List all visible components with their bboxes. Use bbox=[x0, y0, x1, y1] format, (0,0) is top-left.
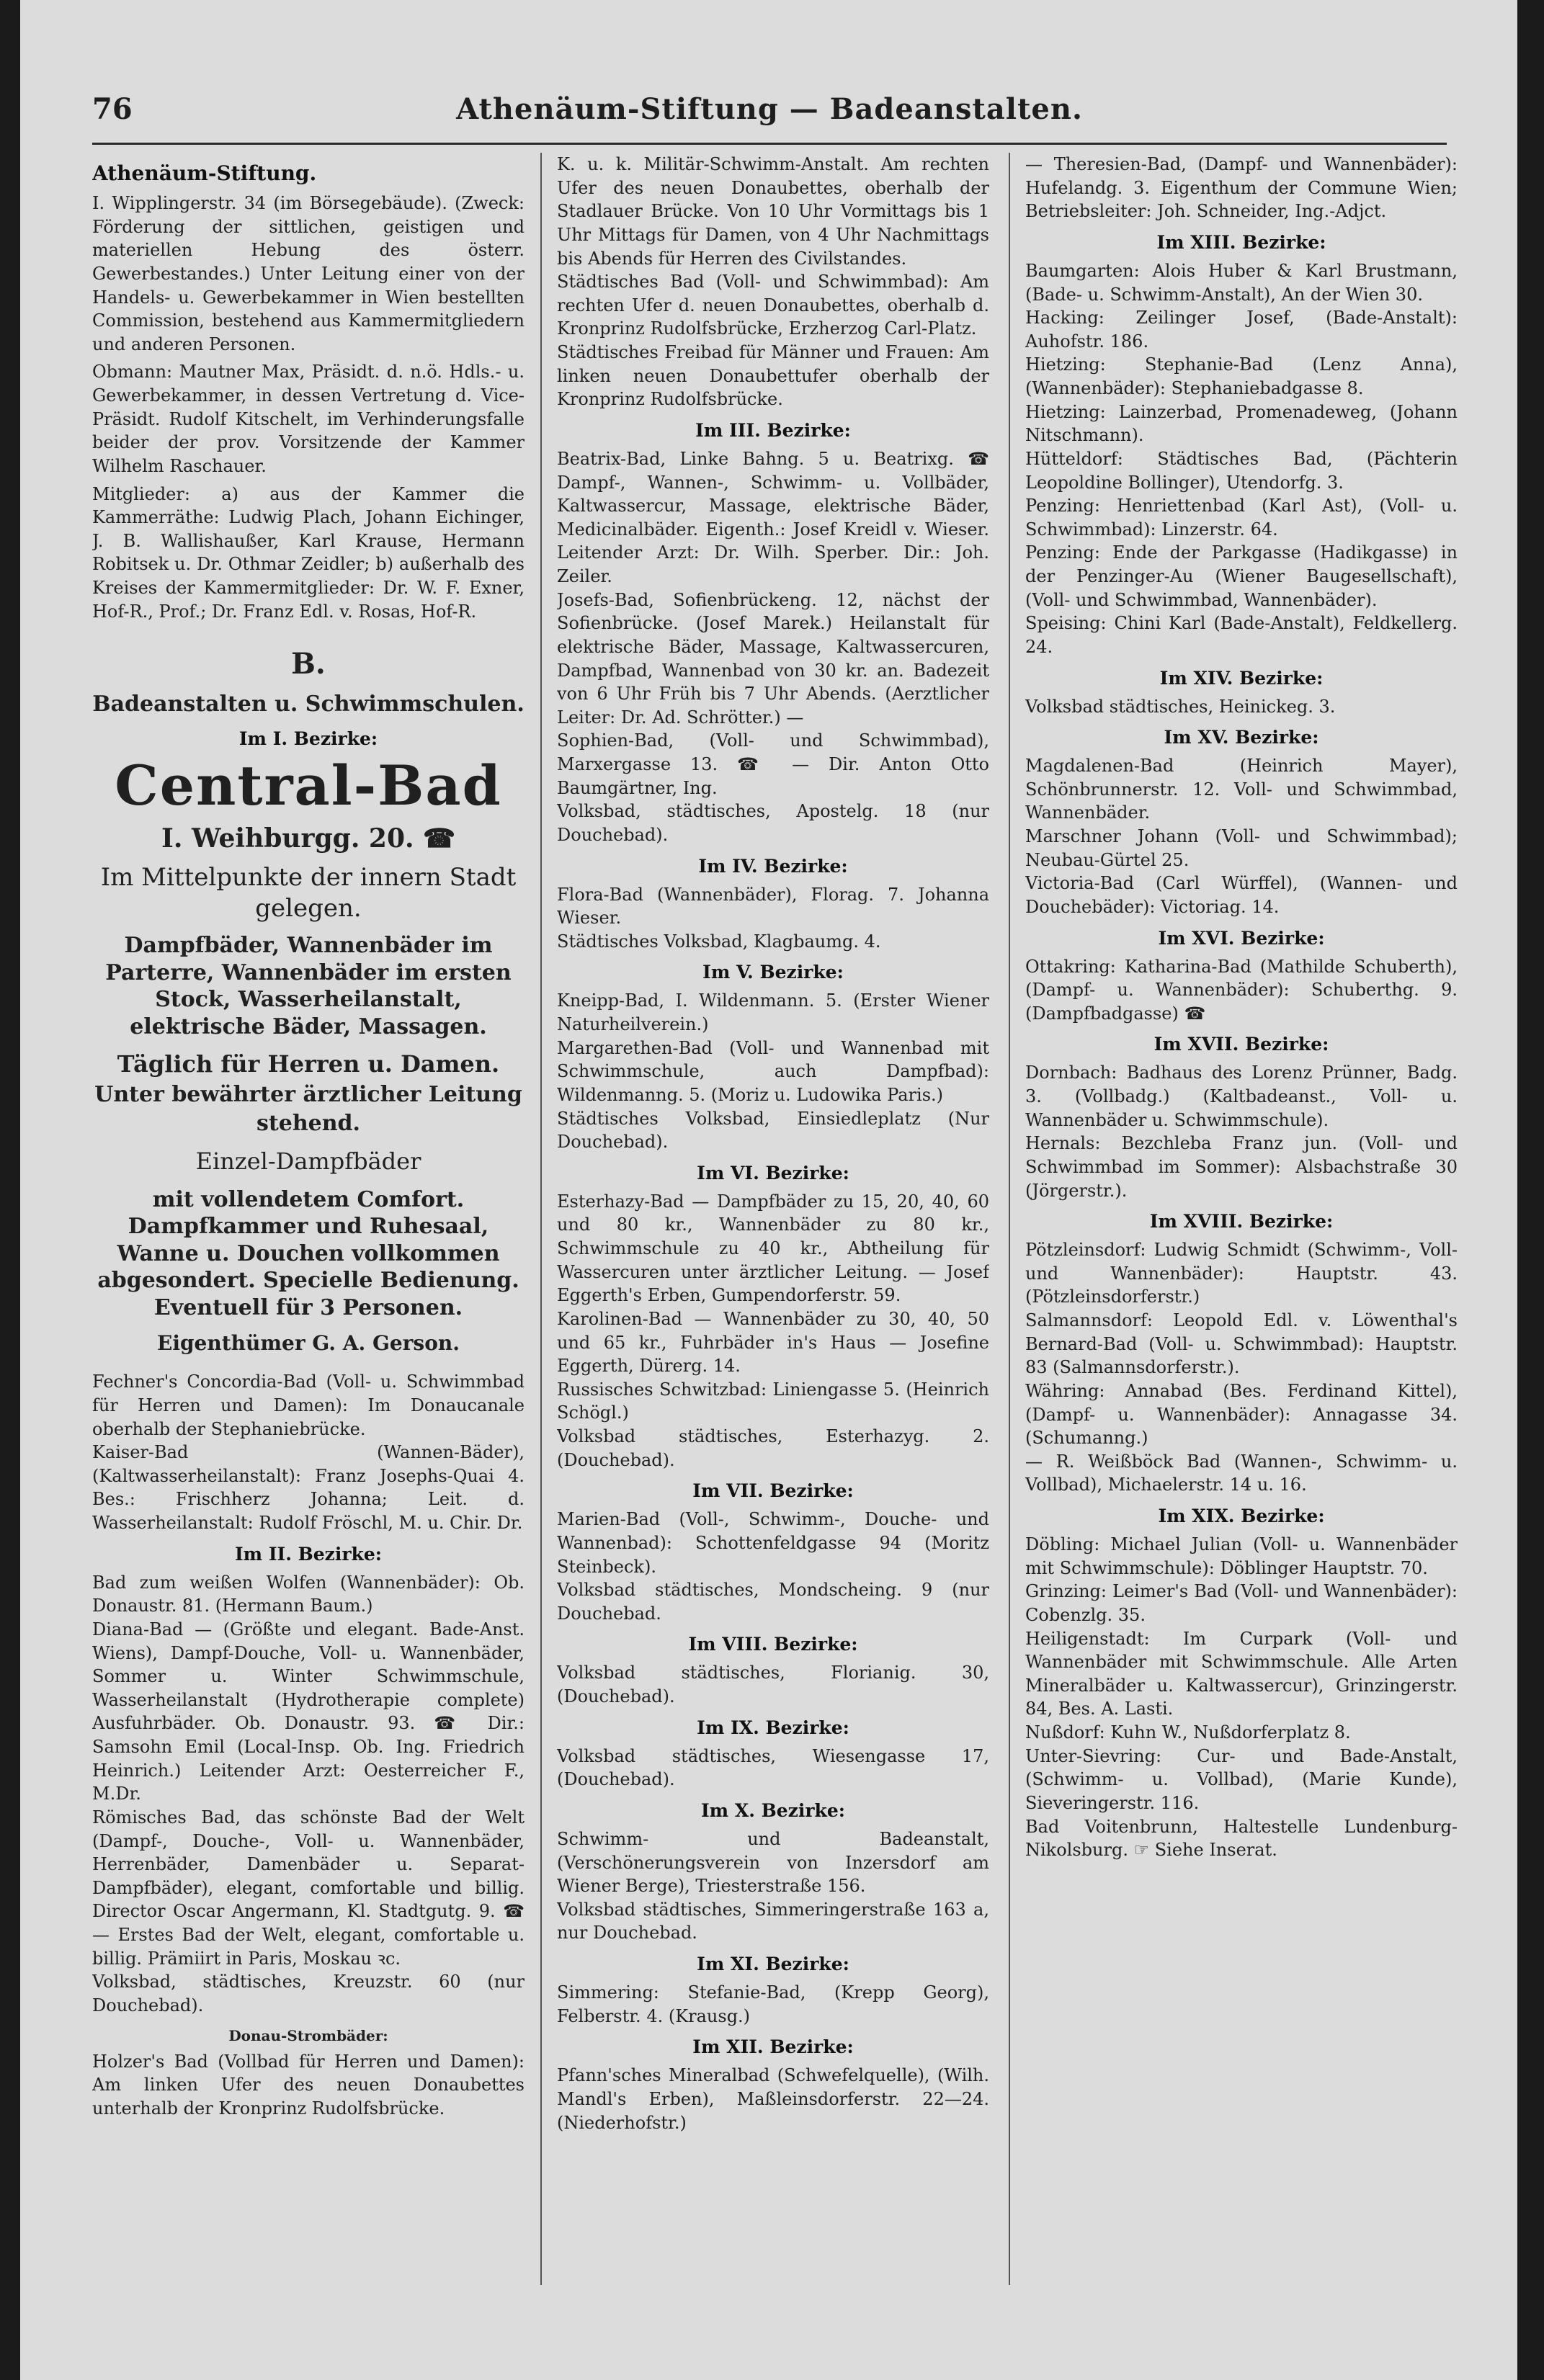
directory-entry: Fechner's Concordia-Bad (Voll- u. Schwimmbad für Herren und Damen): Im Donaucanale oberhalb der Stephaniebrücke. bbox=[92, 1372, 525, 1439]
page-number: 76 bbox=[92, 92, 133, 126]
directory-entry: Baumgarten: Alois Huber & Karl Brustmann, (Bade- u. Schwimm-Anstalt), An der Wien 30. bbox=[1025, 260, 1458, 305]
entry-list bbox=[557, 989, 989, 1153]
entry-list bbox=[557, 883, 989, 954]
entry-list bbox=[1025, 259, 1458, 659]
ad-comfort: mit vollendetem Comfort. Dampfkammer und Ruhesaal, Wanne u. Douchen vollkommen abgesondert. Specielle Bedienung. Eventuell für 3 Personen. bbox=[97, 1186, 519, 1320]
directory-entry: Währing: Annabad (Bes. Ferdinand Kittel), (Dampf- u. Wannenbäder): Annagasse 34. (Schumanng.) bbox=[1025, 1380, 1458, 1449]
column-divider bbox=[540, 153, 542, 2285]
ad-daily: Täglich für Herren u. Damen. bbox=[117, 1050, 500, 1078]
athenaeum-obmann: Obmann: Mautner Max, Präsidt. d. n.ö. Hdls.- u. Gewerbekammer, in dessen Vertretung d. Vice-Präsidt. Rudolf Kitschelt, im Verhinderungsfalle beider der prov. Vorsitzende der Kammer Wilhelm Raschauer. bbox=[92, 362, 525, 476]
entry-list bbox=[557, 1190, 989, 1472]
directory-entry: Römisches Bad, das schönste Bad der Welt (Dampf-, Douche-, Voll- u. Wannenbäder, Herrenbäder, Damenbäder u. Separat-Dampfbäder), elegant, comfortable und billig. Director Oscar Angermann, Kl. Stadtgutg. 9. ☎ — Erstes Bad der Welt, elegant, comfortable u. billig. Prämiirt in Paris, Moskau ꝛc. bbox=[92, 1807, 525, 1969]
directory-entry: Hütteldorf: Städtisches Bad, (Pächterin Leopoldine Bollinger), Utendorfg. 3. bbox=[1025, 448, 1458, 493]
directory-entry: Volksbad städtisches, Wiesengasse 17, (Douchebad). bbox=[557, 1745, 989, 1790]
directory-entry: Hietzing: Stephanie-Bad (Lenz Anna), (Wannenbäder): Stephaniebadgasse 8. bbox=[1025, 354, 1458, 398]
directory-entry: Volksbad städtisches, Florianig. 30, (Douchebad). bbox=[557, 1663, 989, 1706]
district-heading: Im X. Bezirke: bbox=[700, 1799, 845, 1821]
directory-entry: Städtisches Volksbad, Einsiedleplatz (Nur Douchebad). bbox=[557, 1108, 989, 1153]
entry-list bbox=[1025, 1533, 1458, 1862]
district-heading: Im XVII. Bezirke: bbox=[1153, 1034, 1329, 1055]
district-heading: Im XI. Bezirke: bbox=[697, 1954, 849, 1974]
directory-entry: Ottakring: Katharina-Bad (Mathilde Schuberth), (Dampf- u. Wannenbäder): Schuberthg. 9. (Dampfbadgasse) ☎ bbox=[1025, 956, 1458, 1024]
directory-entry: Diana-Bad — (Größte und elegant. Bade-Anst. Wiens), Dampf-Douche, Voll- u. Wannenbäder, Sommer u. Winter Schwimmschule, Wasserheilanstalt (Hydrotherapie complete) Ausfuhrbäder. Ob. Donaustr. 93. ☎ Dir.: Samsohn Emil (Local-Insp. Ob. Ing. Friedrich Heinrich.) Leitender Arzt: Oesterreicher F., M.Dr. bbox=[92, 1619, 525, 1804]
directory-entry: Marien-Bad (Voll-, Schwimm-, Douche- und Wannenbad): Schottenfeldgasse 94 (Moritz Steinbeck). bbox=[557, 1509, 989, 1577]
entry-list bbox=[557, 1661, 989, 1708]
entry-list bbox=[1025, 1238, 1458, 1497]
district-heading: Im XIX. Bezirke: bbox=[1158, 1506, 1325, 1526]
directory-entry: Heiligenstadt: Im Curpark (Voll- und Wannenbäder mit Schwimmschule. Alle Arten Mineralbäder u. Kaltwassercur), Grinzingerstr. 84, Bes. A. Lasti. bbox=[1025, 1628, 1458, 1719]
district-heading: Im XV. Bezirke: bbox=[1164, 727, 1319, 748]
entry-list bbox=[557, 447, 989, 847]
district-heading: Im VII. Bezirke: bbox=[692, 1480, 854, 1502]
directory-entry: Grinzing: Leimer's Bad (Voll- und Wannenbäder): Cobenzlg. 35. bbox=[1025, 1581, 1458, 1625]
ad-services: Dampfbäder, Wannenbäder im Parterre, Wannenbäder im ersten Stock, Wasserheilanstalt, elektrische Bäder, Massagen. bbox=[105, 933, 512, 1039]
directory-entry: Städtisches Freibad für Männer und Frauen: Am linken neuen Donaubettufer oberhalb der Kronprinz Rudolfsbrücke. bbox=[557, 342, 989, 410]
section-letter: B. bbox=[291, 647, 326, 681]
directory-entry: Döbling: Michael Julian (Voll- u. Wannenbäder mit Schwimmschule): Döblinger Hauptstr. 70. bbox=[1025, 1534, 1458, 1578]
athenaeum-text: I. Wipplingerstr. 34 (im Börsegebäude). (Zweck: Förderung der sittlichen, geistigen und materiellen Hebung des österr. Gewerbestandes.) Unter Leitung einer von der Handels- u. Gewerbekammer in Wien bestellten Commission, bestehend aus Kammermitgliedern und anderen Personen. bbox=[92, 193, 525, 354]
ad-single-steam: Einzel-Dampfbäder bbox=[195, 1148, 421, 1176]
directory-entry: Beatrix-Bad, Linke Bahng. 5 u. Beatrixg. ☎ Dampf-, Wannen-, Schwimm- u. Vollbäder, Kaltwassercur, Massage, elektrische Bäder, Medicinalbäder. Eigenth.: Josef Kreidl v. Wieser. Leitender Arzt: Dr. Wilh. Sperber. Dir.: Joh. Zeiler. bbox=[557, 448, 989, 586]
district-heading: Im XII. Bezirke: bbox=[692, 2036, 854, 2058]
district-heading: Im VIII. Bezirke: bbox=[688, 1634, 858, 1655]
entry-list bbox=[1025, 153, 1458, 223]
directory-entry: Volksbad städtisches, Simmeringerstraße 163 a, nur Douchebad. bbox=[557, 1899, 989, 1943]
entry-list bbox=[1025, 695, 1458, 719]
district-heading: Im IX. Bezirke: bbox=[697, 1717, 849, 1738]
directory-entry: Russisches Schwitzbad: Liniengasse 5. (Heinrich Schögl.) bbox=[557, 1379, 989, 1423]
directory-entry: Schwimm- und Badeanstalt, (Verschönerungsverein von Inzersdorf am Wiener Berge), Triesterstraße 156. bbox=[557, 1828, 989, 1897]
entry-list bbox=[557, 1745, 989, 1791]
entry-list bbox=[1025, 955, 1458, 1026]
directory-entry: Margarethen-Bad (Voll- und Wannenbad mit Schwimmschule, auch Dampfbad): Wildenmanng. 5. (Moriz u. Ludowika Paris.) bbox=[557, 1037, 989, 1105]
directory-entry: Hietzing: Lainzerbad, Promenadeweg, (Johann Nitschmann). bbox=[1025, 401, 1458, 446]
directory-entry: Penzing: Ende der Parkgasse (Hadikgasse) in der Penzinger-Au (Wiener Baugesellschaft), (Voll- und Schwimmbad, Wannenbäder). bbox=[1025, 542, 1458, 610]
entry-list bbox=[1025, 1061, 1458, 1202]
district-heading: Im IV. Bezirke: bbox=[698, 855, 848, 877]
athenaeum-title: Athenäum-Stiftung. bbox=[92, 161, 317, 185]
section-title: Badeanstalten u. Schwimmschulen. bbox=[92, 691, 525, 717]
directory-entry: — R. Weißböck Bad (Wannen-, Schwimm- u. Vollbad), Michaelerstr. 14 u. 16. bbox=[1025, 1451, 1458, 1495]
directory-entry: Magdalenen-Bad (Heinrich Mayer), Schönbrunnerstr. 12. Voll- und Schwimmbad, Wannenbäder. bbox=[1025, 756, 1458, 823]
ad-name: Central-Bad bbox=[115, 753, 502, 818]
directory-entry: Unter-Sievring: Cur- und Bade-Anstalt, (Schwimm- u. Vollbad), (Marie Kunde), Sieveringerstr. 116. bbox=[1025, 1745, 1458, 1813]
header-rule bbox=[92, 143, 1447, 145]
running-title: Athenäum-Stiftung — Badeanstalten. bbox=[456, 92, 1083, 126]
directory-entry: Volksbad, städtisches, Apostelg. 18 (nur Douchebad). bbox=[557, 801, 989, 845]
directory-entry: Pfann'sches Mineralbad (Schwefelquelle), (Wilh. Mandl's Erben), Maßleinsdorferstr. 22—24. (Niederhofstr.) bbox=[557, 2065, 989, 2133]
directory-entry: Städtisches Bad (Voll- und Schwimmbad): Am rechten Ufer d. neuen Donaubettes, oberhalb d. Kronprinz Rudolfsbrücke, Erzherzog Carl-Platz. bbox=[557, 272, 989, 339]
ad-owner: Eigenthümer G. A. Gerson. bbox=[157, 1331, 460, 1356]
directory-entry: Salmannsdorf: Leopold Edl. v. Löwenthal's Bernard-Bad (Voll- u. Schwimmbad): Hauptstr. 83 (Salmannsdorferstr.). bbox=[1025, 1310, 1458, 1378]
directory-entry: Esterhazy-Bad — Dampfbäder zu 15, 20, 40, 60 und 80 kr., Wannenbäder zu 80 kr., Schwimmschule zu 40 kr., Abtheilung für Wassercuren unter ärztlicher Leitung. — Josef Eggerth's Erben, Gumpendorferstr. 59. bbox=[557, 1191, 989, 1306]
directory-entry: Kaiser-Bad (Wannen-Bäder), (Kaltwasserheilanstalt): Franz Josephs-Quai 4. Bes.: Frischherz Johanna; Leit. d. Wasserheilanstalt: Rudolf Fröschl, M. u. Chir. Dr. bbox=[92, 1442, 525, 1534]
directory-entry: Speising: Chini Karl (Bade-Anstalt), Feldkellerg. 24. bbox=[1025, 613, 1458, 657]
page bbox=[20, 0, 1517, 2380]
directory-entry: — Theresien-Bad, (Dampf- und Wannenbäder): Hufelandg. 3. Eigenthum der Commune Wien; Betriebsleiter: Joh. Schneider, Ing.-Adjct. bbox=[1025, 154, 1458, 222]
directory-entry: Karolinen-Bad — Wannenbäder zu 30, 40, 50 und 65 kr., Fuhrbäder in's Haus — Josefine Eggerth, Dürerg. 14. bbox=[557, 1308, 989, 1377]
athenaeum-members: Mitglieder: a) aus der Kammer die Kammerräthe: Ludwig Plach, Johann Eichinger, J. B. Wallishaußer, Karl Krause, Hermann Robitsek u. Dr. Othmar Zeidler; b) außerhalb des Kreises der Kammermitglieder: Dr. W. F. Exner, Hof-R., Prof.; Dr. Franz Edl. v. Rosas, Hof-R. bbox=[92, 483, 525, 622]
directory-entry: Bad Voitenbrunn, Haltestelle Lundenburg-Nikolsburg. ☞ Siehe Inserat. bbox=[1025, 1816, 1458, 1861]
page-header bbox=[92, 92, 1447, 138]
ad-supervision: Unter bewährter ärztlicher Leitung stehend. bbox=[94, 1081, 522, 1137]
district-heading: Im III. Bezirke: bbox=[695, 419, 851, 441]
district-heading: Im XIV. Bezirke: bbox=[1159, 667, 1324, 689]
directory-entry: Marschner Johann (Voll- und Schwimmbad); Neubau-Gürtel 25. bbox=[1025, 826, 1458, 870]
directory-entry: Hacking: Zeilinger Josef, (Bade-Anstalt): Auhofstr. 186. bbox=[1025, 308, 1458, 352]
entry-list bbox=[557, 2064, 989, 2134]
directory-entry: Penzing: Henriettenbad (Karl Ast), (Voll- u. Schwimmbad): Linzerstr. 64. bbox=[1025, 496, 1458, 540]
directory-entry: Flora-Bad (Wannenbäder), Florag. 7. Johanna Wieser. bbox=[557, 884, 989, 929]
entry-list bbox=[92, 1370, 525, 1534]
district-heading: Im II. Bezirke: bbox=[234, 1543, 382, 1565]
entry-list bbox=[557, 1981, 989, 2028]
entry-list bbox=[557, 1828, 989, 1945]
column-left bbox=[92, 153, 525, 2314]
entry-list bbox=[92, 1571, 525, 2018]
district-heading: Im XVI. Bezirke: bbox=[1158, 927, 1325, 949]
directory-entry: Volksbad städtisches, Heinickeg. 3. bbox=[1025, 696, 1336, 717]
entry-list bbox=[92, 2050, 525, 2121]
directory-entry: Dornbach: Badhaus des Lorenz Prünner, Badg. 3. (Vollbadg.) (Kaltbadeanst., Voll- u. Wannenbäder u. Schwimmschule). bbox=[1025, 1062, 1458, 1130]
central-bad-advertisement bbox=[92, 753, 525, 1358]
column-middle bbox=[557, 153, 989, 2314]
ad-address: I. Weihburgg. 20. ☎ bbox=[161, 823, 455, 854]
district-heading: Im XIII. Bezirke: bbox=[1156, 231, 1326, 253]
directory-entry: Volksbad städtisches, Mondscheing. 9 (nur Douchebad. bbox=[557, 1580, 989, 1624]
directory-entry: Bad zum weißen Wolfen (Wannenbäder): Ob. Donaustr. 81. (Hermann Baum.) bbox=[92, 1572, 525, 1616]
column-divider bbox=[1009, 153, 1010, 2285]
directory-entry: Hernals: Bezchleba Franz jun. (Voll- und Schwimmbad im Sommer): Alsbachstraße 30 (Jörgerstr.). bbox=[1025, 1133, 1458, 1201]
ad-location: Im Mittelpunkte der innern Stadt gelegen. bbox=[100, 863, 517, 923]
entry-list bbox=[1025, 754, 1458, 918]
district-heading: Im I. Bezirke: bbox=[238, 728, 378, 749]
district-heading: Im VI. Bezirke: bbox=[697, 1162, 849, 1184]
directory-entry: Pötzleinsdorf: Ludwig Schmidt (Schwimm-, Voll- und Wannenbäder): Hauptstr. 43. (Pötzleinsdorferstr.) bbox=[1025, 1240, 1458, 1307]
directory-entry: Holzer's Bad (Vollbad für Herren und Damen): Am linken Ufer des neuen Donaubettes unterhalb der Kronprinz Rudolfsbrücke. bbox=[92, 2051, 525, 2119]
directory-entry: Nußdorf: Kuhn W., Nußdorferplatz 8. bbox=[1025, 1722, 1351, 1742]
directory-entry: Simmering: Stefanie-Bad, (Krepp Georg), Felberstr. 4. (Krausg.) bbox=[557, 1982, 989, 2026]
directory-entry: Sophien-Bad, (Voll- und Schwimmbad), Marxergasse 13. ☎ — Dir. Anton Otto Baumgärtner, Ing. bbox=[557, 730, 989, 798]
directory-entry: Volksbad, städtisches, Kreuzstr. 60 (nur Douchebad). bbox=[92, 1972, 525, 2016]
subsection-heading: Donau-Strombäder: bbox=[228, 2026, 388, 2044]
column-right bbox=[1025, 153, 1458, 2314]
directory-entry: Josefs-Bad, Sofienbrückeng. 12, nächst der Sofienbrücke. (Josef Marek.) Heilanstalt für elektrische Bäder, Massage, Kaltwassercuren, Dampfbad, Wannenbad von 30 kr. an. Badezeit von 6 Uhr Früh bis 7 Uhr Abends. (Aerztlicher Leiter: Dr. Ad. Schrötter.) — bbox=[557, 589, 989, 728]
district-heading: Im XVIII. Bezirke: bbox=[1149, 1211, 1334, 1232]
directory-entry: Victoria-Bad (Carl Würffel), (Wannen- und Douchebäder): Victoriag. 14. bbox=[1025, 873, 1458, 917]
entry-list bbox=[557, 1508, 989, 1625]
district-heading: Im V. Bezirke: bbox=[702, 962, 844, 983]
directory-entry: Kneipp-Bad, I. Wildenmann. 5. (Erster Wiener Naturheilverein.) bbox=[557, 990, 989, 1034]
directory-entry: Volksbad städtisches, Esterhazyg. 2. (Douchebad). bbox=[557, 1426, 989, 1470]
directory-entry: Städtisches Volksbad, Klagbaumg. 4. bbox=[557, 931, 881, 952]
entry-list bbox=[557, 153, 989, 411]
directory-entry: K. u. k. Militär-Schwimm-Anstalt. Am rechten Ufer des neuen Donaubettes, oberhalb der Stadlauer Brücke. Von 10 Uhr Vormittags bis 1 Uhr Mittags für Damen, von 4 Uhr Nachmittags bis Abends für Herren des Civilstandes. bbox=[557, 154, 989, 269]
